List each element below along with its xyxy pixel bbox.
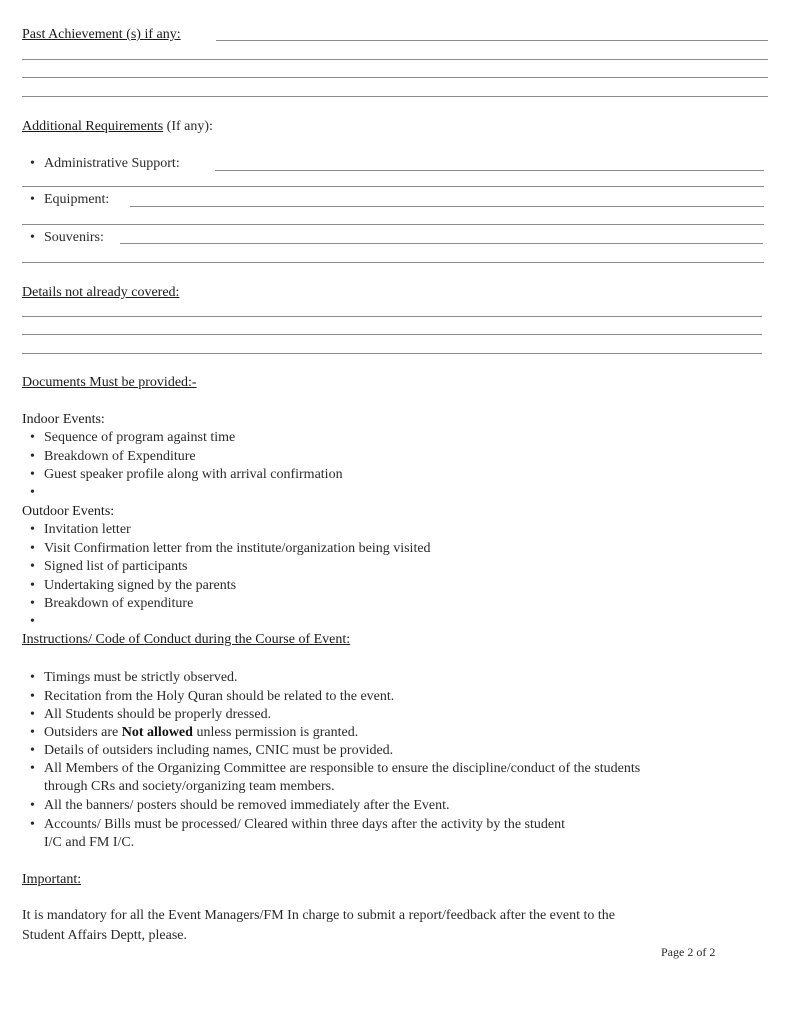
page-number: Page 2 of 2 bbox=[661, 945, 716, 959]
list-item-text: Sequence of program against time bbox=[44, 430, 236, 445]
souvenirs-label: Souvenirs: bbox=[44, 230, 104, 245]
past-achievement-line[interactable] bbox=[216, 40, 768, 41]
list-item bbox=[30, 669, 238, 687]
details-line[interactable] bbox=[22, 316, 762, 317]
list-item-text: Breakdown of Expenditure bbox=[44, 449, 196, 464]
additional-requirements-heading bbox=[22, 118, 213, 136]
equipment-label: Equipment: bbox=[44, 192, 110, 207]
list-item bbox=[30, 724, 358, 742]
list-item-text: Invitation letter bbox=[44, 522, 131, 537]
list-item bbox=[30, 155, 180, 173]
list-item-text: All the banners/ posters should be removed immediately after the Event. bbox=[44, 798, 450, 813]
list-item bbox=[30, 558, 187, 576]
details-line[interactable] bbox=[22, 334, 762, 335]
indoor-heading: Indoor Events: bbox=[22, 412, 105, 427]
list-item-text: Recitation from the Holy Quran should be related to the event. bbox=[44, 689, 395, 704]
past-achievement-line[interactable] bbox=[22, 77, 768, 78]
list-item-text: Breakdown of expenditure bbox=[44, 596, 194, 611]
list-item bbox=[30, 191, 109, 209]
admin-support-label: Administrative Support: bbox=[44, 156, 180, 171]
heading-suffix: (If any): bbox=[163, 119, 213, 134]
list-item-text: Signed list of participants bbox=[44, 559, 188, 574]
list-item bbox=[30, 540, 431, 558]
list-item bbox=[30, 521, 131, 539]
important-heading: Important: bbox=[22, 872, 82, 887]
equipment-line[interactable] bbox=[22, 224, 764, 225]
list-item bbox=[30, 706, 271, 724]
list-item bbox=[30, 595, 193, 613]
outdoor-heading: Outdoor Events: bbox=[22, 504, 115, 519]
list-item-text bbox=[30, 724, 358, 742]
admin-support-line[interactable] bbox=[215, 170, 764, 171]
heading-text: Additional Requirements bbox=[22, 119, 164, 134]
list-item bbox=[30, 448, 196, 466]
not-allowed-text: Not allowed bbox=[121, 725, 193, 740]
empty-bullet bbox=[30, 613, 40, 631]
list-item bbox=[30, 816, 565, 834]
list-item bbox=[30, 797, 450, 815]
list-item-continuation: through CRs and society/organizing team members. bbox=[44, 779, 335, 794]
past-achievement-line[interactable] bbox=[22, 59, 768, 60]
text-post: unless permission is granted. bbox=[192, 725, 359, 740]
list-item bbox=[30, 742, 393, 760]
text-pre: Outsiders are bbox=[44, 725, 122, 740]
documents-heading: Documents Must be provided:- bbox=[22, 375, 197, 390]
instructions-heading: Instructions/ Code of Conduct during the Course of Event: bbox=[22, 632, 351, 647]
list-item bbox=[30, 688, 394, 706]
list-item bbox=[30, 577, 236, 595]
empty-bullet bbox=[30, 484, 40, 502]
list-item-text: All Students should be properly dressed. bbox=[44, 707, 272, 722]
list-item bbox=[30, 466, 343, 484]
souvenirs-line[interactable] bbox=[120, 243, 763, 244]
important-text: It is mandatory for all the Event Managers/FM In charge to submit a report/feedback after the event to the bbox=[22, 908, 615, 923]
list-item-continuation: I/C and FM I/C. bbox=[44, 835, 135, 850]
details-line[interactable] bbox=[22, 353, 762, 354]
admin-support-line[interactable] bbox=[22, 186, 764, 187]
important-text: Student Affairs Deptt, please. bbox=[22, 928, 187, 943]
details-heading: Details not already covered: bbox=[22, 285, 180, 300]
list-item-text: Timings must be strictly observed. bbox=[44, 670, 238, 685]
list-item bbox=[30, 760, 640, 778]
list-item bbox=[30, 229, 104, 247]
equipment-line[interactable] bbox=[130, 206, 764, 207]
past-achievement-heading: Past Achievement (s) if any: bbox=[22, 27, 181, 42]
list-item bbox=[30, 429, 235, 447]
list-item-text: All Members of the Organizing Committee are responsible to ensure the discipline/conduct of the students bbox=[44, 761, 641, 776]
list-item-text: Guest speaker profile along with arrival confirmation bbox=[44, 467, 343, 482]
list-item-text: Accounts/ Bills must be processed/ Cleared within three days after the activity by the student bbox=[44, 817, 565, 832]
past-achievement-line[interactable] bbox=[22, 96, 768, 97]
souvenirs-line[interactable] bbox=[22, 262, 764, 263]
list-item-text: Details of outsiders including names, CNIC must be provided. bbox=[44, 743, 394, 758]
list-item-text: Undertaking signed by the parents bbox=[44, 578, 237, 593]
list-item-text: Visit Confirmation letter from the institute/organization being visited bbox=[44, 541, 431, 556]
